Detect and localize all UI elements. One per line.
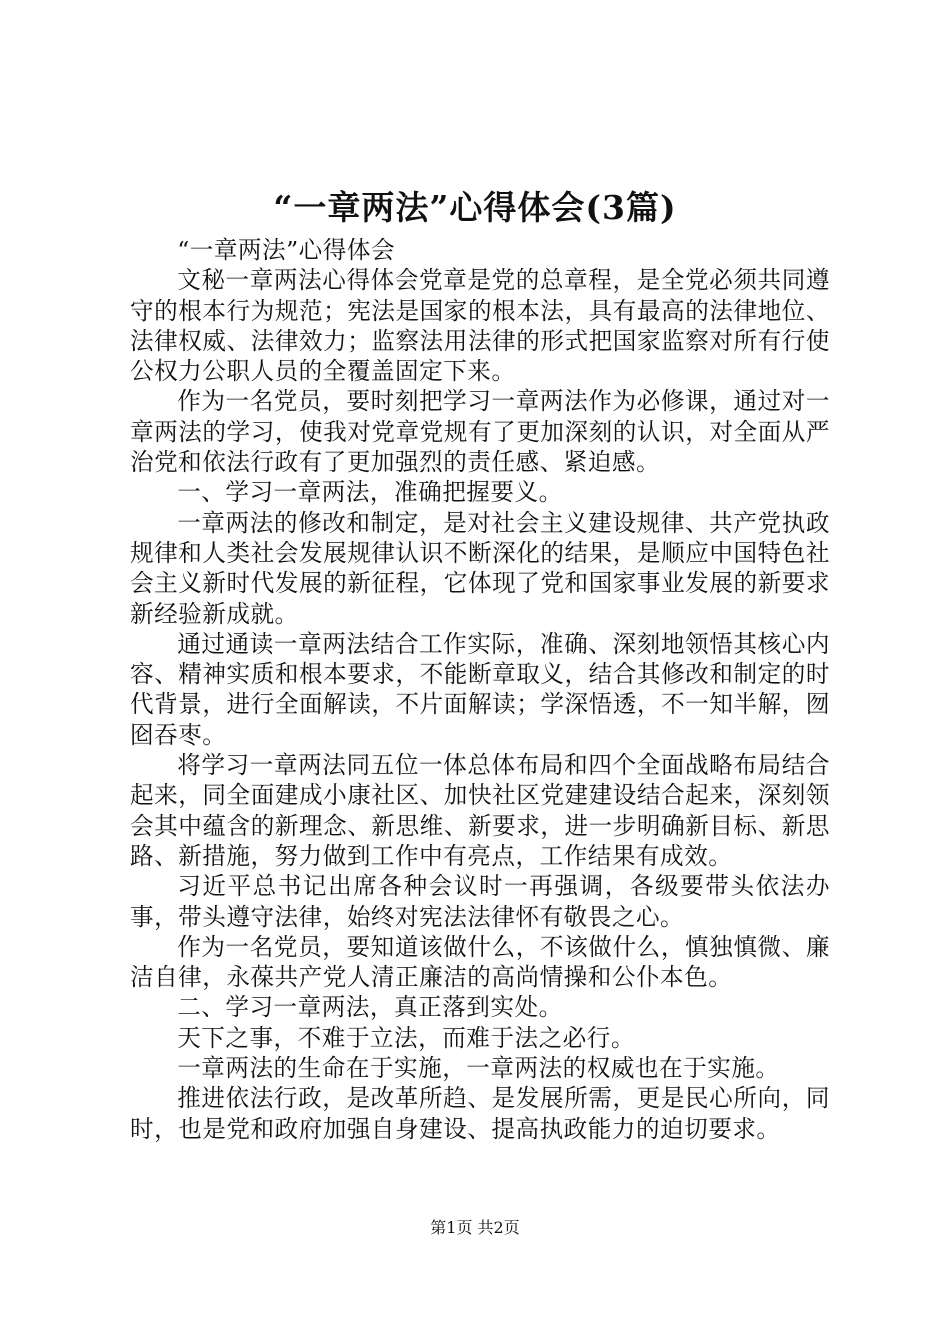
- paragraph: 作为一名党员，要时刻把学习一章两法作为必修课，通过对一章两法的学习，使我对党章党规有了更加深刻的认识，对全面从严治党和依法行政有了更加强烈的责任感、紧迫感。: [130, 387, 830, 477]
- paragraph: 通过通读一章两法结合工作实际，准确、深刻地领悟其核心内容、精神实质和根本要求，不能断章取义，结合其修改和制定的时代背景，进行全面解读，不片面解读；学深悟透，不一知半解，囫囵吞枣。: [130, 629, 830, 749]
- paragraph: 作为一名党员，要知道该做什么，不该做什么，慎独慎微、廉洁自律，永葆共产党人清正廉洁的高尚情操和公仆本色。: [130, 932, 830, 992]
- paragraph: 习近平总书记出席各种会议时一再强调，各级要带头依法办事，带头遵守法律，始终对宪法法律怀有敬畏之心。: [130, 872, 830, 931]
- section-heading: 二、学习一章两法，真正落到实处。: [177, 993, 563, 1022]
- paragraph: 天下之事，不难于立法，而难于法之必行。: [177, 1023, 635, 1052]
- paragraph: 一章两法的修改和制定，是对社会主义建设规律、共产党执政规律和人类社会发展规律认识不断深化的结果，是顺应中国特色社会主义新时代发展的新征程，它体现了党和国家事业发展的新要求新经验新成就。: [130, 508, 830, 628]
- document-body: [130, 235, 830, 1144]
- paragraph: 文秘一章两法心得体会党章是党的总章程，是全党必须共同遵守的根本行为规范；宪法是国家的根本法，具有最高的法律地位、法律权威、法律效力；监察法用法律的形式把国家监察对所有行使公权力公职人员的全覆盖固定下来。: [130, 266, 830, 386]
- paragraph: “一章两法”心得体会: [177, 236, 396, 264]
- paragraph: 一章两法的生命在于实施，一章两法的权威也在于实施。: [177, 1054, 780, 1083]
- document-title: “一章两法”心得体会(3篇): [273, 188, 677, 227]
- paragraph: 推进依法行政，是改革所趋、是发展所需，更是民心所向，同时，也是党和政府加强自身建设、提高执政能力的迫切要求。: [130, 1084, 830, 1143]
- section-heading: 一、学习一章两法，准确把握要义。: [177, 478, 563, 507]
- paragraph: 将学习一章两法同五位一体总体布局和四个全面战略布局结合起来，同全面建成小康社区、加快社区党建建设结合起来，深刻领会其中蕴含的新理念、新思维、新要求，进一步明确新目标、新思路、新措施，努力做到工作中有亮点，工作结果有成效。: [130, 751, 830, 870]
- page-footer: 第1页 共2页: [430, 1218, 520, 1237]
